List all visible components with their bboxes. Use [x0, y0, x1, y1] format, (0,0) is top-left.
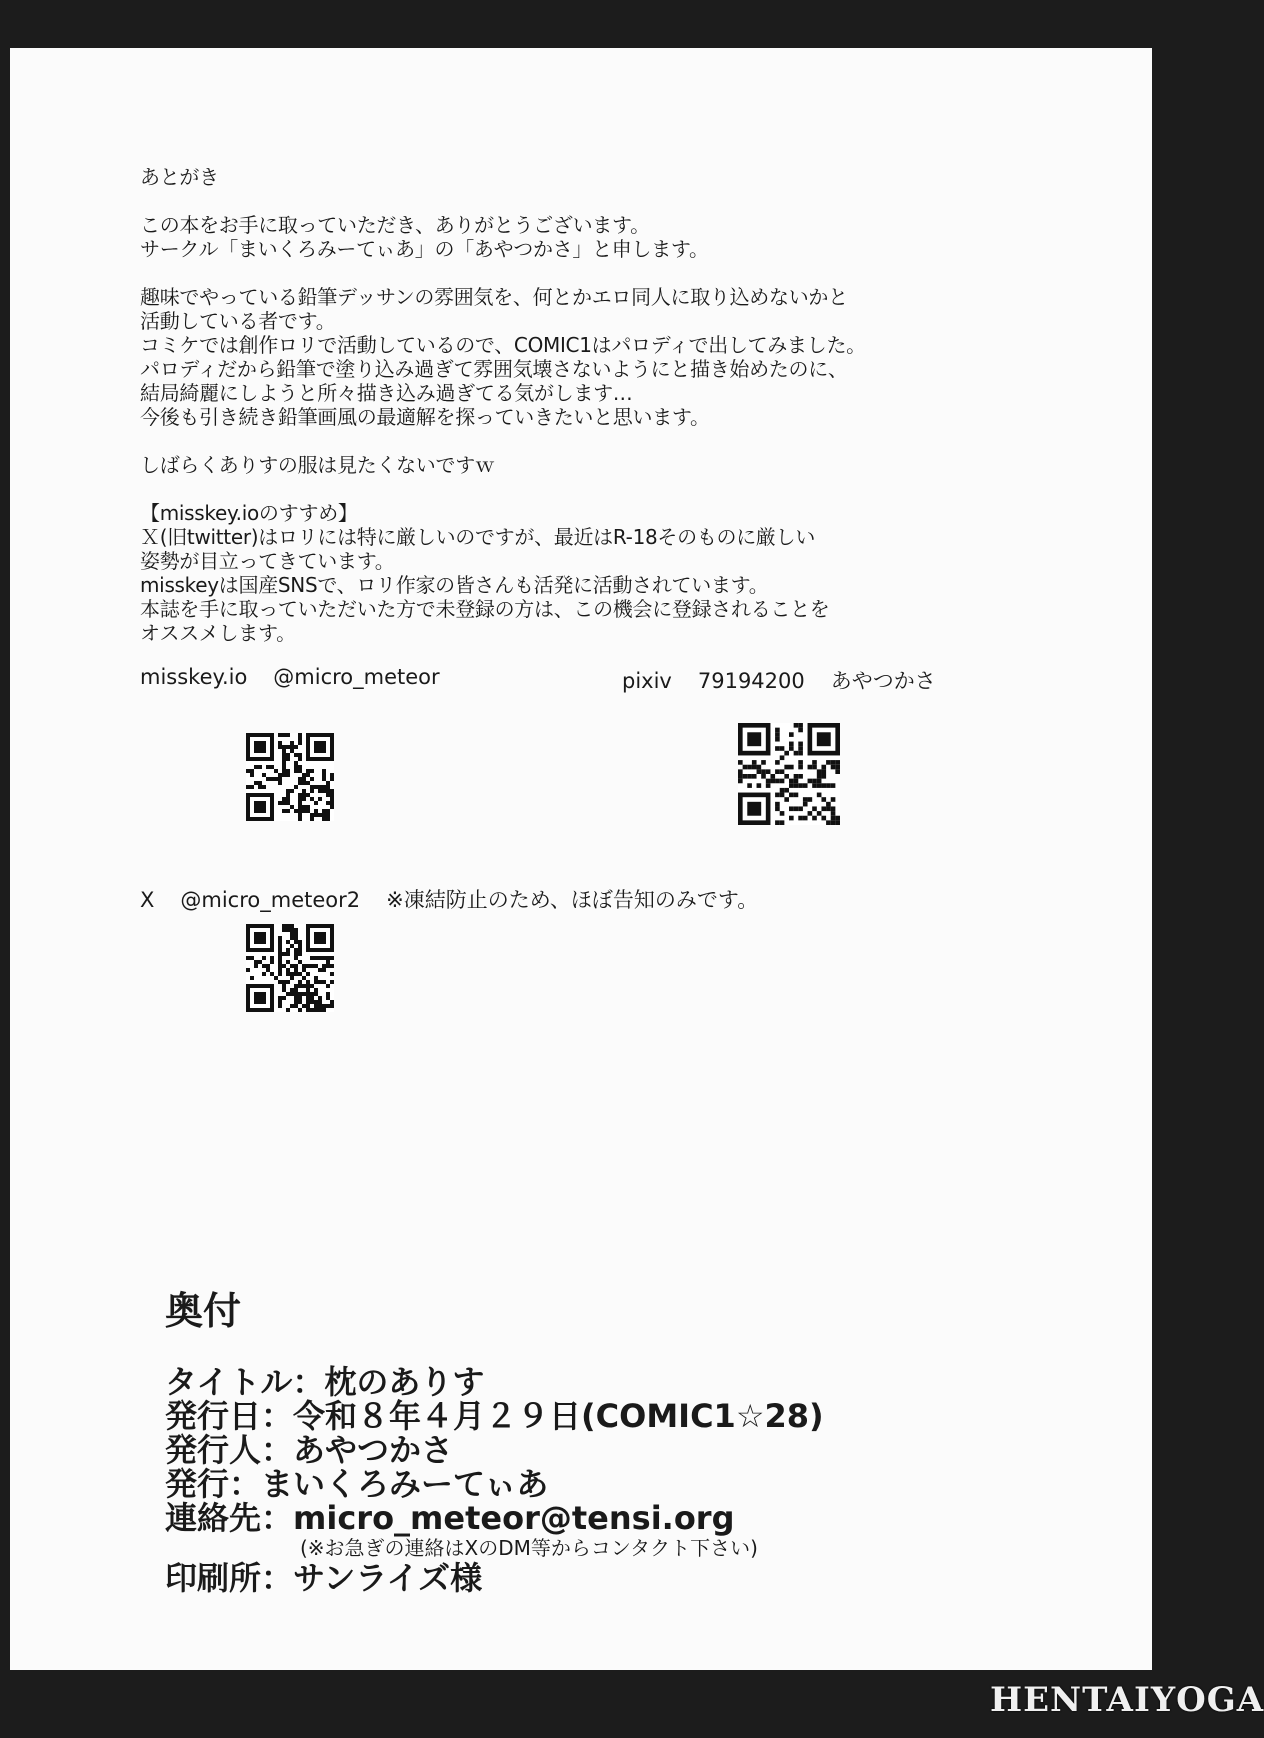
afterword-line: サークル「まいくろみーてぃあ」の「あやつかさ」と申します。: [140, 237, 709, 261]
afterword-line: 本誌を手に取っていただいた方で未登録の方は、この機会に登録されることを: [140, 597, 830, 621]
x-qr-code[interactable]: [246, 924, 334, 1012]
afterword-line: パロディだから鉛筆で塗り込み過ぎて雰囲気壊さないようにと描き始めたのに、: [140, 357, 848, 381]
afterword-heading: あとがき: [140, 165, 219, 189]
afterword-line: 【misskey.ioのすすめ】: [140, 501, 358, 525]
afterword-section: [140, 165, 1020, 645]
afterword-line: 今後も引き続き鉛筆画風の最適解を探っていきたいと思います。: [140, 405, 710, 429]
colophon-printer: 印刷所：サンライズ様: [165, 1559, 483, 1597]
misskey-handle: @micro_meteor: [273, 665, 440, 689]
afterword-line: この本をお手に取っていただき、ありがとうございます。: [140, 213, 650, 237]
misskey-qr-code[interactable]: [246, 733, 334, 821]
afterword-line: 活動している者です。: [140, 309, 336, 333]
afterword-line: 結局綺麗にしようと所々描き込み過ぎてる気がします…: [140, 381, 633, 405]
colophon-publisher-person: 発行人：あやつかさ: [165, 1431, 454, 1469]
watermark-logo: HENTAIYOGA: [990, 1680, 1264, 1720]
pixiv-service: pixiv: [622, 669, 672, 693]
colophon-contact: 連絡先：micro_meteor@tensi.org: [165, 1499, 735, 1537]
colophon-publisher: 発行：まいくろみーてぃあ: [165, 1465, 549, 1503]
x-note: ※凍結防止のため、ほぼ告知のみです。: [386, 888, 759, 912]
colophon-title: タイトル：枕のありす: [165, 1363, 485, 1401]
pixiv-link[interactable]: [622, 665, 962, 695]
afterword-line: しばらくありすの服は見たくないですｗ: [140, 453, 495, 477]
pixiv-name: あやつかさ: [830, 669, 936, 693]
afterword-line: 趣味でやっている鉛筆デッサンの雰囲気を、何とかエロ同人に取り込めないかと: [140, 285, 848, 309]
afterword-line: Ｘ(旧twitter)はロリには特に厳しいのですが、最近はR-18そのものに厳しい: [140, 525, 816, 549]
misskey-service: misskey.io: [140, 665, 248, 689]
colophon-section: [165, 1280, 824, 1595]
colophon-date: 発行日：令和８年４月２９日(COMIC1☆28): [165, 1397, 824, 1435]
afterword-line: 姿勢が目立ってきています。: [140, 549, 395, 573]
colophon-contact-note: (※お急ぎの連絡はXのDM等からコンタクト下さい): [300, 1536, 758, 1560]
colophon-heading: 奥付: [165, 1289, 242, 1333]
x-handle: @micro_meteor2: [180, 888, 361, 912]
misskey-link[interactable]: [140, 665, 466, 689]
afterword-line: コミケでは創作ロリで活動しているので、COMIC1はパロディで出してみました。: [140, 333, 866, 357]
pixiv-qr-code[interactable]: [738, 723, 840, 825]
afterword-line: misskeyは国産SNSで、ロリ作家の皆さんも活発に活動されています。: [140, 573, 769, 597]
pixiv-id: 79194200: [697, 669, 805, 693]
x-service: X: [140, 888, 155, 912]
afterword-line: オススメします。: [140, 621, 296, 645]
x-link[interactable]: [140, 884, 784, 914]
